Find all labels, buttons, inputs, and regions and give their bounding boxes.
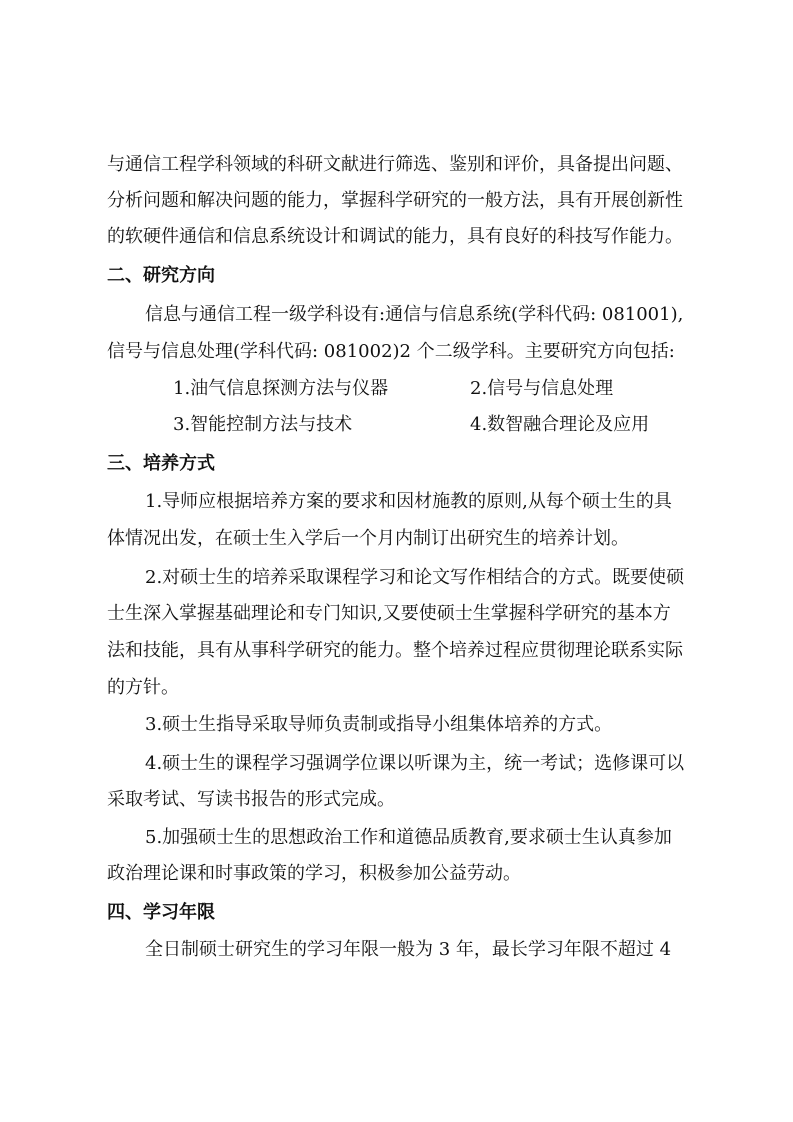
section2-line-1: 信息与通信工程一级学科设有:通信与信息系统(学科代码: 081001), xyxy=(145,304,684,325)
paragraph-line: 4.硕士生的课程学习强调学位课以听课为主，统一考试；选修课可以 xyxy=(145,753,685,774)
paragraph-line: 体情况出发，在硕士生入学后一个月内制订出研究生的培养计划。 xyxy=(107,528,629,549)
paragraph-line: 法和技能，具有从事科学研究的能力。整个培养过程应贯彻理论联系实际 xyxy=(107,640,683,661)
paragraph-line: 士生深入掌握基础理论和专门知识,又要使硕士生掌握科学研究的基本方 xyxy=(107,603,671,624)
paragraph-line: 2.对硕士生的培养采取课程学习和论文写作相结合的方式。既要使硕 xyxy=(145,567,685,588)
paragraph-line: 3.硕士生指导采取导师负责制或指导小组集体培养的方式。 xyxy=(145,714,613,735)
direction-item: 3.智能控制方法与技术 xyxy=(173,414,353,435)
direction-item: 4.数智融合理论及应用 xyxy=(470,414,650,435)
paragraph-line: 采取考试、写读书报告的形式完成。 xyxy=(107,789,395,810)
section-heading-study-duration: 四、学习年限 xyxy=(107,902,215,923)
paragraph-line: 政治理论课和时事政策的学习，积极参加公益劳动。 xyxy=(107,863,521,884)
section2-line-2: 信号与信息处理(学科代码: 081002)2 个二级学科。主要研究方向包括: xyxy=(107,341,675,362)
intro-line-2: 分析问题和解决问题的能力，掌握科学研究的一般方法，具有开展创新性 xyxy=(107,190,683,211)
section-heading-research-directions: 二、研究方向 xyxy=(107,265,215,286)
intro-line-3: 的软硬件通信和信息系统设计和调试的能力，具有良好的科技写作能力。 xyxy=(107,226,683,247)
paragraph-line: 1.导师应根据培养方案的要求和因材施教的原则,从每个硕士生的具 xyxy=(145,491,672,512)
intro-line-1: 与通信工程学科领域的科研文献进行筛选、鉴别和评价，具备提出问题、 xyxy=(107,154,683,175)
paragraph-line: 5.加强硕士生的思想政治工作和道德品质教育,要求硕士生认真参加 xyxy=(145,827,672,848)
paragraph-line: 的方针。 xyxy=(107,677,179,698)
direction-item: 1.油气信息探测方法与仪器 xyxy=(173,378,389,399)
section-heading-training-methods: 三、培养方式 xyxy=(107,453,215,474)
section4-line-1: 全日制硕士研究生的学习年限一般为 3 年，最长学习年限不超过 4 xyxy=(145,939,672,960)
direction-item: 2.信号与信息处理 xyxy=(470,378,614,399)
